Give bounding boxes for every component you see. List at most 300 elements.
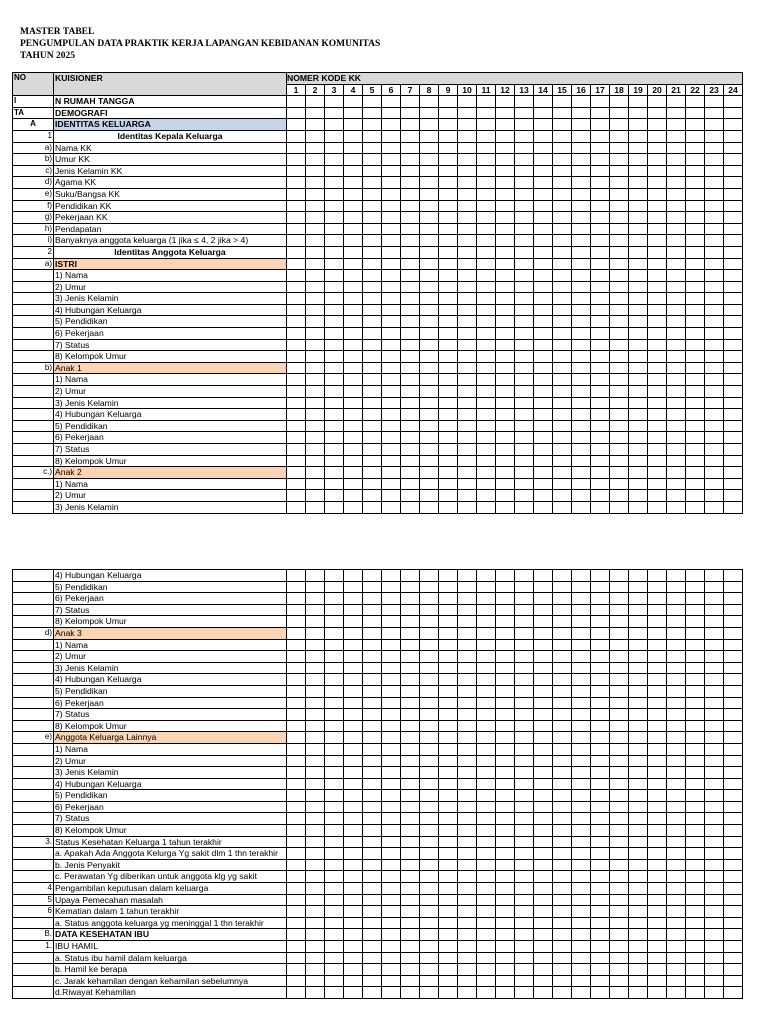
data-cell[interactable]: [667, 188, 686, 200]
data-cell[interactable]: [629, 304, 648, 316]
data-cell[interactable]: [591, 570, 610, 582]
data-cell[interactable]: [496, 293, 515, 305]
data-cell[interactable]: [477, 593, 496, 605]
data-cell[interactable]: [534, 581, 553, 593]
data-cell[interactable]: [591, 906, 610, 918]
data-cell[interactable]: [572, 246, 591, 258]
data-cell[interactable]: [458, 130, 477, 142]
data-cell[interactable]: [629, 362, 648, 374]
data-cell[interactable]: [420, 987, 439, 999]
data-cell[interactable]: [325, 952, 344, 964]
data-cell[interactable]: [515, 316, 534, 328]
data-cell[interactable]: [629, 917, 648, 929]
data-cell[interactable]: [382, 627, 401, 639]
data-cell[interactable]: [572, 685, 591, 697]
data-cell[interactable]: [420, 467, 439, 479]
data-cell[interactable]: [325, 246, 344, 258]
data-cell[interactable]: [667, 790, 686, 802]
data-cell[interactable]: [724, 952, 743, 964]
data-cell[interactable]: [591, 154, 610, 166]
data-cell[interactable]: [496, 96, 515, 108]
data-cell[interactable]: [287, 258, 306, 270]
data-cell[interactable]: [325, 859, 344, 871]
data-cell[interactable]: [534, 639, 553, 651]
data-cell[interactable]: [382, 685, 401, 697]
data-cell[interactable]: [496, 107, 515, 119]
data-cell[interactable]: [382, 697, 401, 709]
data-cell[interactable]: [553, 258, 572, 270]
data-cell[interactable]: [382, 455, 401, 467]
data-cell[interactable]: [591, 374, 610, 386]
data-cell[interactable]: [629, 616, 648, 628]
data-cell[interactable]: [420, 223, 439, 235]
data-cell[interactable]: [515, 501, 534, 513]
data-cell[interactable]: [515, 952, 534, 964]
data-cell[interactable]: [724, 455, 743, 467]
data-cell[interactable]: [420, 386, 439, 398]
data-cell[interactable]: [325, 165, 344, 177]
data-cell[interactable]: [382, 859, 401, 871]
data-cell[interactable]: [306, 478, 325, 490]
data-cell[interactable]: [287, 674, 306, 686]
data-cell[interactable]: [458, 165, 477, 177]
data-cell[interactable]: [458, 570, 477, 582]
data-cell[interactable]: [401, 627, 420, 639]
data-cell[interactable]: [724, 478, 743, 490]
data-cell[interactable]: [591, 200, 610, 212]
data-cell[interactable]: [534, 154, 553, 166]
data-cell[interactable]: [553, 604, 572, 616]
data-cell[interactable]: [515, 639, 534, 651]
data-cell[interactable]: [420, 581, 439, 593]
data-cell[interactable]: [458, 351, 477, 363]
data-cell[interactable]: [572, 409, 591, 421]
data-cell[interactable]: [401, 790, 420, 802]
data-cell[interactable]: [534, 246, 553, 258]
data-cell[interactable]: [553, 107, 572, 119]
data-cell[interactable]: [705, 351, 724, 363]
data-cell[interactable]: [648, 743, 667, 755]
data-cell[interactable]: [306, 952, 325, 964]
data-cell[interactable]: [705, 627, 724, 639]
data-cell[interactable]: [382, 813, 401, 825]
data-cell[interactable]: [363, 339, 382, 351]
data-cell[interactable]: [553, 581, 572, 593]
data-cell[interactable]: [591, 709, 610, 721]
data-cell[interactable]: [306, 964, 325, 976]
data-cell[interactable]: [724, 362, 743, 374]
data-cell[interactable]: [287, 270, 306, 282]
data-cell[interactable]: [420, 651, 439, 663]
data-cell[interactable]: [458, 235, 477, 247]
data-cell[interactable]: [401, 188, 420, 200]
data-cell[interactable]: [572, 339, 591, 351]
data-cell[interactable]: [306, 917, 325, 929]
data-cell[interactable]: [325, 662, 344, 674]
data-cell[interactable]: [496, 316, 515, 328]
data-cell[interactable]: [382, 616, 401, 628]
data-cell[interactable]: [439, 581, 458, 593]
data-cell[interactable]: [382, 929, 401, 941]
data-cell[interactable]: [325, 154, 344, 166]
data-cell[interactable]: [306, 200, 325, 212]
data-cell[interactable]: [363, 154, 382, 166]
data-cell[interactable]: [363, 409, 382, 421]
data-cell[interactable]: [420, 293, 439, 305]
data-cell[interactable]: [420, 813, 439, 825]
data-cell[interactable]: [344, 154, 363, 166]
data-cell[interactable]: [363, 801, 382, 813]
data-cell[interactable]: [325, 929, 344, 941]
data-cell[interactable]: [477, 339, 496, 351]
data-cell[interactable]: [686, 813, 705, 825]
data-cell[interactable]: [382, 674, 401, 686]
data-cell[interactable]: [477, 119, 496, 131]
data-cell[interactable]: [363, 859, 382, 871]
data-cell[interactable]: [610, 813, 629, 825]
data-cell[interactable]: [420, 941, 439, 953]
data-cell[interactable]: [629, 501, 648, 513]
data-cell[interactable]: [344, 662, 363, 674]
data-cell[interactable]: [572, 767, 591, 779]
data-cell[interactable]: [629, 281, 648, 293]
data-cell[interactable]: [515, 362, 534, 374]
data-cell[interactable]: [629, 685, 648, 697]
data-cell[interactable]: [325, 906, 344, 918]
data-cell[interactable]: [705, 339, 724, 351]
data-cell[interactable]: [287, 987, 306, 999]
data-cell[interactable]: [534, 96, 553, 108]
data-cell[interactable]: [724, 604, 743, 616]
data-cell[interactable]: [705, 894, 724, 906]
data-cell[interactable]: [515, 96, 534, 108]
data-cell[interactable]: [344, 223, 363, 235]
data-cell[interactable]: [648, 455, 667, 467]
data-cell[interactable]: [572, 952, 591, 964]
data-cell[interactable]: [439, 952, 458, 964]
data-cell[interactable]: [648, 328, 667, 340]
data-cell[interactable]: [344, 293, 363, 305]
data-cell[interactable]: [401, 281, 420, 293]
data-cell[interactable]: [724, 859, 743, 871]
data-cell[interactable]: [572, 674, 591, 686]
data-cell[interactable]: [705, 801, 724, 813]
data-cell[interactable]: [401, 432, 420, 444]
data-cell[interactable]: [553, 270, 572, 282]
data-cell[interactable]: [496, 604, 515, 616]
data-cell[interactable]: [477, 107, 496, 119]
data-cell[interactable]: [667, 501, 686, 513]
data-cell[interactable]: [667, 397, 686, 409]
data-cell[interactable]: [477, 165, 496, 177]
data-cell[interactable]: [401, 697, 420, 709]
data-cell[interactable]: [401, 732, 420, 744]
data-cell[interactable]: [401, 570, 420, 582]
data-cell[interactable]: [344, 246, 363, 258]
data-cell[interactable]: [496, 570, 515, 582]
data-cell[interactable]: [306, 490, 325, 502]
data-cell[interactable]: [287, 581, 306, 593]
data-cell[interactable]: [477, 894, 496, 906]
data-cell[interactable]: [477, 859, 496, 871]
data-cell[interactable]: [439, 188, 458, 200]
data-cell[interactable]: [610, 397, 629, 409]
data-cell[interactable]: [610, 662, 629, 674]
data-cell[interactable]: [534, 685, 553, 697]
data-cell[interactable]: [287, 501, 306, 513]
data-cell[interactable]: [477, 246, 496, 258]
data-cell[interactable]: [477, 952, 496, 964]
data-cell[interactable]: [667, 478, 686, 490]
data-cell[interactable]: [572, 778, 591, 790]
data-cell[interactable]: [458, 929, 477, 941]
data-cell[interactable]: [705, 223, 724, 235]
data-cell[interactable]: [363, 432, 382, 444]
data-cell[interactable]: [515, 709, 534, 721]
data-cell[interactable]: [344, 490, 363, 502]
data-cell[interactable]: [420, 432, 439, 444]
data-cell[interactable]: [686, 304, 705, 316]
data-cell[interactable]: [667, 212, 686, 224]
data-cell[interactable]: [325, 616, 344, 628]
data-cell[interactable]: [420, 674, 439, 686]
data-cell[interactable]: [439, 709, 458, 721]
data-cell[interactable]: [420, 743, 439, 755]
data-cell[interactable]: [686, 362, 705, 374]
data-cell[interactable]: [496, 467, 515, 479]
data-cell[interactable]: [306, 467, 325, 479]
data-cell[interactable]: [629, 813, 648, 825]
data-cell[interactable]: [667, 177, 686, 189]
data-cell[interactable]: [458, 685, 477, 697]
data-cell[interactable]: [458, 883, 477, 895]
data-cell[interactable]: [686, 697, 705, 709]
data-cell[interactable]: [287, 304, 306, 316]
data-cell[interactable]: [515, 894, 534, 906]
data-cell[interactable]: [496, 130, 515, 142]
data-cell[interactable]: [515, 581, 534, 593]
data-cell[interactable]: [724, 662, 743, 674]
data-cell[interactable]: [363, 929, 382, 941]
data-cell[interactable]: [287, 374, 306, 386]
data-cell[interactable]: [553, 732, 572, 744]
data-cell[interactable]: [344, 743, 363, 755]
data-cell[interactable]: [534, 420, 553, 432]
data-cell[interactable]: [591, 212, 610, 224]
data-cell[interactable]: [477, 825, 496, 837]
data-cell[interactable]: [439, 304, 458, 316]
data-cell[interactable]: [344, 778, 363, 790]
data-cell[interactable]: [686, 581, 705, 593]
data-cell[interactable]: [648, 490, 667, 502]
data-cell[interactable]: [496, 490, 515, 502]
data-cell[interactable]: [401, 107, 420, 119]
data-cell[interactable]: [401, 859, 420, 871]
data-cell[interactable]: [344, 825, 363, 837]
data-cell[interactable]: [325, 258, 344, 270]
data-cell[interactable]: [534, 397, 553, 409]
data-cell[interactable]: [667, 119, 686, 131]
data-cell[interactable]: [401, 917, 420, 929]
data-cell[interactable]: [458, 444, 477, 456]
data-cell[interactable]: [610, 409, 629, 421]
data-cell[interactable]: [382, 941, 401, 953]
data-cell[interactable]: [515, 142, 534, 154]
data-cell[interactable]: [325, 478, 344, 490]
data-cell[interactable]: [724, 235, 743, 247]
data-cell[interactable]: [325, 836, 344, 848]
data-cell[interactable]: [648, 501, 667, 513]
data-cell[interactable]: [306, 444, 325, 456]
data-cell[interactable]: [287, 975, 306, 987]
data-cell[interactable]: [648, 987, 667, 999]
data-cell[interactable]: [439, 432, 458, 444]
data-cell[interactable]: [458, 328, 477, 340]
data-cell[interactable]: [477, 964, 496, 976]
data-cell[interactable]: [325, 825, 344, 837]
data-cell[interactable]: [344, 258, 363, 270]
data-cell[interactable]: [439, 720, 458, 732]
data-cell[interactable]: [306, 130, 325, 142]
data-cell[interactable]: [401, 685, 420, 697]
data-cell[interactable]: [306, 142, 325, 154]
data-cell[interactable]: [477, 386, 496, 398]
data-cell[interactable]: [648, 627, 667, 639]
data-cell[interactable]: [629, 941, 648, 953]
data-cell[interactable]: [306, 894, 325, 906]
data-cell[interactable]: [344, 929, 363, 941]
data-cell[interactable]: [344, 96, 363, 108]
data-cell[interactable]: [591, 790, 610, 802]
data-cell[interactable]: [572, 351, 591, 363]
data-cell[interactable]: [496, 501, 515, 513]
data-cell[interactable]: [515, 651, 534, 663]
data-cell[interactable]: [325, 107, 344, 119]
data-cell[interactable]: [344, 964, 363, 976]
data-cell[interactable]: [306, 859, 325, 871]
data-cell[interactable]: [344, 639, 363, 651]
data-cell[interactable]: [496, 883, 515, 895]
data-cell[interactable]: [705, 212, 724, 224]
data-cell[interactable]: [344, 362, 363, 374]
data-cell[interactable]: [667, 952, 686, 964]
data-cell[interactable]: [477, 848, 496, 860]
data-cell[interactable]: [553, 778, 572, 790]
data-cell[interactable]: [344, 720, 363, 732]
data-cell[interactable]: [515, 732, 534, 744]
data-cell[interactable]: [420, 235, 439, 247]
data-cell[interactable]: [287, 685, 306, 697]
data-cell[interactable]: [325, 119, 344, 131]
data-cell[interactable]: [667, 223, 686, 235]
data-cell[interactable]: [629, 894, 648, 906]
data-cell[interactable]: [496, 339, 515, 351]
data-cell[interactable]: [306, 662, 325, 674]
data-cell[interactable]: [515, 964, 534, 976]
data-cell[interactable]: [724, 223, 743, 235]
data-cell[interactable]: [306, 386, 325, 398]
data-cell[interactable]: [648, 720, 667, 732]
data-cell[interactable]: [382, 778, 401, 790]
data-cell[interactable]: [534, 570, 553, 582]
data-cell[interactable]: [496, 246, 515, 258]
data-cell[interactable]: [686, 188, 705, 200]
data-cell[interactable]: [325, 685, 344, 697]
data-cell[interactable]: [686, 674, 705, 686]
data-cell[interactable]: [667, 304, 686, 316]
data-cell[interactable]: [553, 720, 572, 732]
data-cell[interactable]: [363, 351, 382, 363]
data-cell[interactable]: [344, 119, 363, 131]
data-cell[interactable]: [610, 778, 629, 790]
data-cell[interactable]: [382, 871, 401, 883]
data-cell[interactable]: [648, 444, 667, 456]
data-cell[interactable]: [420, 662, 439, 674]
data-cell[interactable]: [648, 478, 667, 490]
data-cell[interactable]: [458, 200, 477, 212]
data-cell[interactable]: [420, 188, 439, 200]
data-cell[interactable]: [648, 825, 667, 837]
data-cell[interactable]: [667, 639, 686, 651]
data-cell[interactable]: [686, 952, 705, 964]
data-cell[interactable]: [325, 871, 344, 883]
data-cell[interactable]: [496, 697, 515, 709]
data-cell[interactable]: [667, 107, 686, 119]
data-cell[interactable]: [306, 639, 325, 651]
data-cell[interactable]: [648, 142, 667, 154]
data-cell[interactable]: [439, 142, 458, 154]
data-cell[interactable]: [610, 767, 629, 779]
data-cell[interactable]: [382, 270, 401, 282]
data-cell[interactable]: [420, 778, 439, 790]
data-cell[interactable]: [629, 374, 648, 386]
data-cell[interactable]: [553, 455, 572, 467]
data-cell[interactable]: [591, 871, 610, 883]
data-cell[interactable]: [420, 883, 439, 895]
data-cell[interactable]: [382, 420, 401, 432]
data-cell[interactable]: [306, 813, 325, 825]
data-cell[interactable]: [306, 270, 325, 282]
data-cell[interactable]: [705, 501, 724, 513]
data-cell[interactable]: [648, 929, 667, 941]
data-cell[interactable]: [610, 790, 629, 802]
data-cell[interactable]: [610, 154, 629, 166]
data-cell[interactable]: [363, 848, 382, 860]
data-cell[interactable]: [287, 467, 306, 479]
data-cell[interactable]: [439, 883, 458, 895]
data-cell[interactable]: [553, 119, 572, 131]
data-cell[interactable]: [306, 316, 325, 328]
data-cell[interactable]: [667, 281, 686, 293]
data-cell[interactable]: [553, 154, 572, 166]
data-cell[interactable]: [667, 293, 686, 305]
data-cell[interactable]: [382, 975, 401, 987]
data-cell[interactable]: [705, 432, 724, 444]
data-cell[interactable]: [325, 235, 344, 247]
data-cell[interactable]: [610, 987, 629, 999]
data-cell[interactable]: [382, 177, 401, 189]
data-cell[interactable]: [344, 871, 363, 883]
data-cell[interactable]: [705, 316, 724, 328]
data-cell[interactable]: [420, 374, 439, 386]
data-cell[interactable]: [591, 432, 610, 444]
data-cell[interactable]: [401, 165, 420, 177]
data-cell[interactable]: [610, 732, 629, 744]
data-cell[interactable]: [382, 709, 401, 721]
data-cell[interactable]: [648, 685, 667, 697]
data-cell[interactable]: [724, 96, 743, 108]
data-cell[interactable]: [515, 790, 534, 802]
